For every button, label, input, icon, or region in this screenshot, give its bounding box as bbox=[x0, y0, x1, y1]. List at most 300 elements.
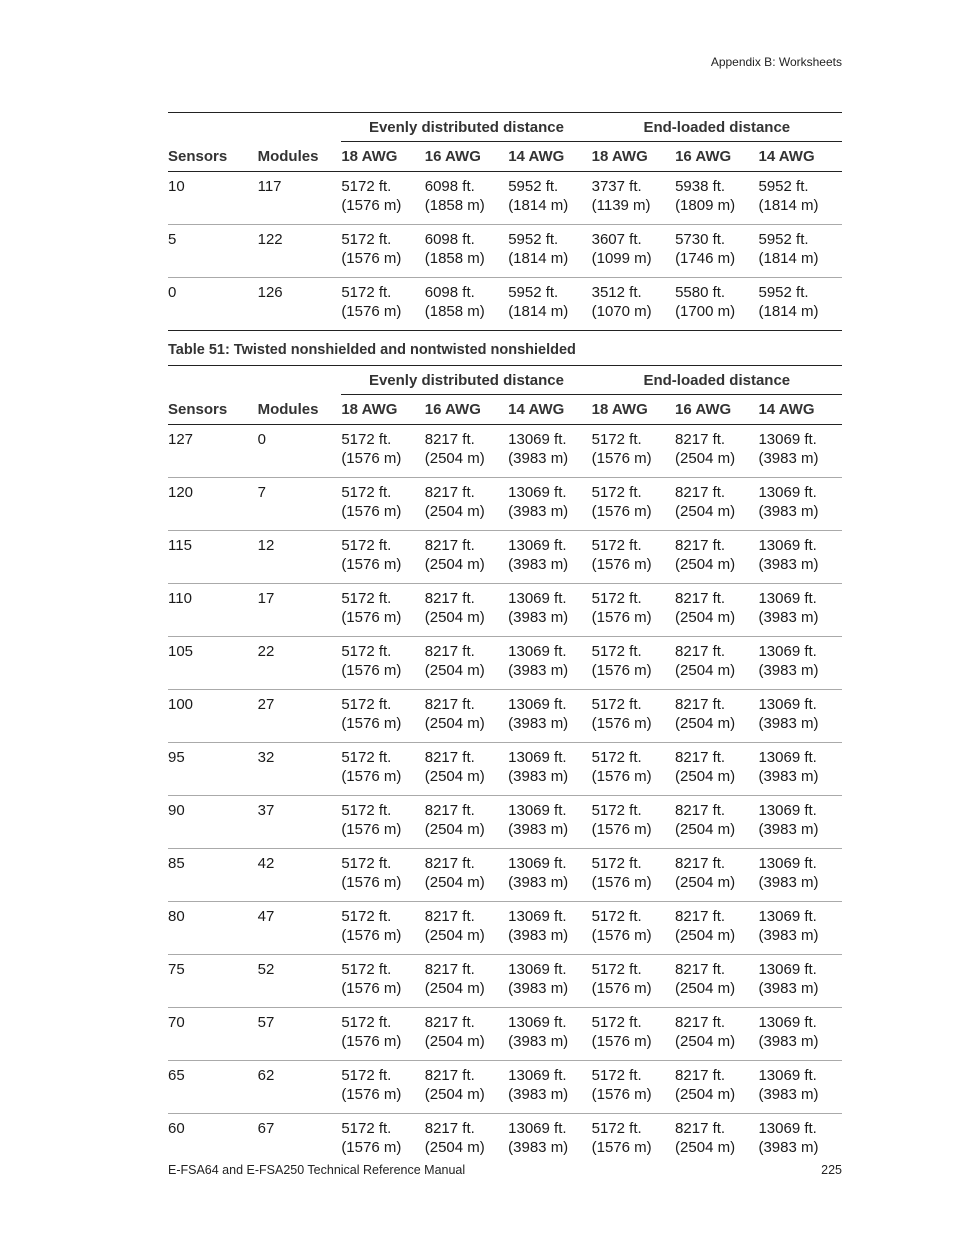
distance-m: (1814 m) bbox=[758, 303, 819, 320]
cell-modules: 52 bbox=[258, 955, 342, 1008]
distance-ft: 5172 ft. bbox=[341, 749, 392, 766]
distance-m: (3983 m) bbox=[508, 450, 569, 467]
cell-end-18awg bbox=[592, 637, 675, 690]
distance-m: (1576 m) bbox=[591, 556, 652, 573]
distance-ft: 13069 ft. bbox=[508, 431, 567, 448]
distance-ft: 8217 ft. bbox=[675, 537, 726, 554]
distance-ft: 5172 ft. bbox=[591, 590, 642, 607]
distance-ft: 13069 ft. bbox=[508, 484, 567, 501]
distance-m: (2504 m) bbox=[675, 927, 736, 944]
cell-end-16awg bbox=[675, 690, 758, 743]
distance-ft: 5172 ft. bbox=[591, 749, 642, 766]
cell-end-18awg bbox=[592, 743, 675, 796]
distance-ft: 13069 ft. bbox=[758, 749, 817, 766]
cell-end-18awg bbox=[592, 690, 675, 743]
distance-ft: 5172 ft. bbox=[341, 178, 392, 195]
cell-sensors: 10 bbox=[168, 172, 258, 225]
distance-ft: 5172 ft. bbox=[591, 802, 642, 819]
distance-m: (1576 m) bbox=[591, 927, 652, 944]
cell-end-18awg bbox=[592, 1008, 675, 1061]
cell-even-14awg bbox=[508, 849, 591, 902]
cell-modules: 32 bbox=[258, 743, 342, 796]
distance-ft: 13069 ft. bbox=[508, 802, 567, 819]
distance-ft: 13069 ft. bbox=[758, 1120, 817, 1137]
distance-m: (2504 m) bbox=[675, 1139, 736, 1156]
distance-ft: 5172 ft. bbox=[591, 1120, 642, 1137]
distance-ft: 5172 ft. bbox=[341, 855, 392, 872]
distance-ft: 8217 ft. bbox=[424, 643, 475, 660]
distance-m: (1814 m) bbox=[508, 303, 569, 320]
distance-ft: 8217 ft. bbox=[424, 537, 475, 554]
distance-ft: 8217 ft. bbox=[424, 749, 475, 766]
cell-modules: 62 bbox=[258, 1061, 342, 1114]
cell-end-14awg bbox=[758, 690, 842, 743]
distance-table-51 bbox=[168, 365, 842, 1166]
distance-ft: 5172 ft. bbox=[591, 696, 642, 713]
cell-even-14awg bbox=[508, 637, 591, 690]
distance-ft: 8217 ft. bbox=[675, 484, 726, 501]
distance-m: (1576 m) bbox=[591, 503, 652, 520]
distance-m: (2504 m) bbox=[424, 821, 485, 838]
cell-end-14awg bbox=[758, 584, 842, 637]
cell-even-16awg bbox=[425, 955, 508, 1008]
distance-m: (3983 m) bbox=[508, 662, 569, 679]
cell-end-18awg bbox=[592, 478, 675, 531]
distance-m: (3983 m) bbox=[508, 1086, 569, 1103]
distance-m: (3983 m) bbox=[758, 927, 819, 944]
distance-ft: 13069 ft. bbox=[508, 908, 567, 925]
col-header-end-18awg: 18 AWG bbox=[592, 142, 675, 172]
distance-ft: 8217 ft. bbox=[675, 696, 726, 713]
cell-even-16awg bbox=[425, 849, 508, 902]
distance-ft: 13069 ft. bbox=[508, 1120, 567, 1137]
cell-modules: 57 bbox=[258, 1008, 342, 1061]
cell-sensors: 100 bbox=[168, 690, 258, 743]
distance-m: (1576 m) bbox=[341, 1033, 402, 1050]
cell-modules: 12 bbox=[258, 531, 342, 584]
distance-m: (1700 m) bbox=[675, 303, 736, 320]
distance-m: (3983 m) bbox=[508, 874, 569, 891]
cell-end-16awg bbox=[675, 849, 758, 902]
distance-ft: 13069 ft. bbox=[758, 696, 817, 713]
table-row bbox=[168, 531, 842, 584]
distance-m: (2504 m) bbox=[424, 503, 485, 520]
distance-ft: 8217 ft. bbox=[424, 1067, 475, 1084]
distance-ft: 8217 ft. bbox=[424, 696, 475, 713]
distance-ft: 5172 ft. bbox=[341, 1067, 392, 1084]
distance-ft: 13069 ft. bbox=[758, 855, 817, 872]
distance-ft: 8217 ft. bbox=[424, 484, 475, 501]
col-header-end-18awg: 18 AWG bbox=[592, 395, 675, 425]
cell-even-14awg bbox=[508, 902, 591, 955]
distance-m: (2504 m) bbox=[424, 715, 485, 732]
distance-m: (2504 m) bbox=[424, 609, 485, 626]
distance-m: (3983 m) bbox=[508, 980, 569, 997]
group-header-even: Evenly distributed distance bbox=[341, 113, 591, 142]
cell-even-16awg bbox=[425, 637, 508, 690]
col-header-even-18awg: 18 AWG bbox=[341, 395, 424, 425]
cell-end-18awg bbox=[592, 902, 675, 955]
cell-sensors: 75 bbox=[168, 955, 258, 1008]
cell-even-18awg bbox=[341, 478, 424, 531]
table-row bbox=[168, 690, 842, 743]
cell-end-18awg bbox=[592, 172, 675, 225]
table-row bbox=[168, 478, 842, 531]
cell-modules: 27 bbox=[258, 690, 342, 743]
distance-ft: 5172 ft. bbox=[341, 1120, 392, 1137]
cell-even-16awg bbox=[425, 690, 508, 743]
cell-sensors: 85 bbox=[168, 849, 258, 902]
cell-even-14awg bbox=[508, 478, 591, 531]
distance-m: (3983 m) bbox=[508, 821, 569, 838]
cell-end-16awg bbox=[675, 478, 758, 531]
cell-end-14awg bbox=[758, 1008, 842, 1061]
cell-end-14awg bbox=[758, 849, 842, 902]
cell-sensors: 0 bbox=[168, 278, 258, 331]
cell-end-14awg bbox=[758, 637, 842, 690]
distance-m: (2504 m) bbox=[424, 927, 485, 944]
distance-ft: 5172 ft. bbox=[341, 908, 392, 925]
distance-ft: 13069 ft. bbox=[758, 1014, 817, 1031]
page-number: 225 bbox=[821, 1163, 842, 1177]
distance-ft: 5172 ft. bbox=[591, 484, 642, 501]
distance-m: (1576 m) bbox=[341, 609, 402, 626]
distance-m: (1576 m) bbox=[341, 1139, 402, 1156]
cell-even-16awg bbox=[425, 531, 508, 584]
distance-m: (3983 m) bbox=[758, 1139, 819, 1156]
distance-m: (3983 m) bbox=[758, 1086, 819, 1103]
distance-ft: 8217 ft. bbox=[675, 749, 726, 766]
cell-even-14awg bbox=[508, 1061, 591, 1114]
distance-m: (1576 m) bbox=[341, 556, 402, 573]
distance-m: (1814 m) bbox=[508, 197, 569, 214]
distance-m: (3983 m) bbox=[508, 1139, 569, 1156]
cell-even-18awg bbox=[341, 743, 424, 796]
table-row bbox=[168, 1061, 842, 1114]
cell-end-18awg bbox=[592, 1114, 675, 1167]
distance-ft: 13069 ft. bbox=[508, 537, 567, 554]
distance-m: (1858 m) bbox=[424, 250, 485, 267]
cell-even-18awg bbox=[341, 425, 424, 478]
distance-m: (3983 m) bbox=[758, 715, 819, 732]
cell-end-14awg bbox=[758, 1061, 842, 1114]
cell-modules: 22 bbox=[258, 637, 342, 690]
distance-m: (1576 m) bbox=[341, 197, 402, 214]
distance-m: (3983 m) bbox=[758, 503, 819, 520]
distance-ft: 5172 ft. bbox=[341, 537, 392, 554]
distance-ft: 8217 ft. bbox=[675, 855, 726, 872]
cell-even-16awg bbox=[425, 172, 508, 225]
cell-even-16awg bbox=[425, 425, 508, 478]
distance-m: (2504 m) bbox=[675, 768, 736, 785]
group-header-end: End-loaded distance bbox=[592, 366, 842, 395]
table-row bbox=[168, 796, 842, 849]
distance-ft: 8217 ft. bbox=[675, 590, 726, 607]
distance-ft: 13069 ft. bbox=[758, 431, 817, 448]
cell-end-16awg bbox=[675, 531, 758, 584]
cell-even-16awg bbox=[425, 902, 508, 955]
distance-m: (3983 m) bbox=[508, 927, 569, 944]
table-row bbox=[168, 425, 842, 478]
cell-end-18awg bbox=[592, 955, 675, 1008]
cell-end-14awg bbox=[758, 425, 842, 478]
distance-ft: 5952 ft. bbox=[508, 284, 559, 301]
distance-ft: 13069 ft. bbox=[508, 1067, 567, 1084]
distance-m: (2504 m) bbox=[675, 715, 736, 732]
distance-ft: 13069 ft. bbox=[758, 961, 817, 978]
col-header-end-16awg: 16 AWG bbox=[675, 395, 758, 425]
cell-end-16awg bbox=[675, 278, 758, 331]
cell-even-16awg bbox=[425, 584, 508, 637]
distance-m: (2504 m) bbox=[675, 874, 736, 891]
cell-even-18awg bbox=[341, 902, 424, 955]
distance-ft: 8217 ft. bbox=[424, 855, 475, 872]
cell-modules: 0 bbox=[258, 425, 342, 478]
distance-ft: 13069 ft. bbox=[758, 643, 817, 660]
distance-ft: 8217 ft. bbox=[675, 1120, 726, 1137]
distance-m: (1576 m) bbox=[591, 874, 652, 891]
col-header-end-16awg: 16 AWG bbox=[675, 142, 758, 172]
table-caption: Table 51: Twisted nonshielded and nontwisted nonshielded bbox=[168, 342, 576, 358]
col-header-even-14awg: 14 AWG bbox=[508, 142, 591, 172]
distance-ft: 8217 ft. bbox=[424, 590, 475, 607]
distance-m: (3983 m) bbox=[758, 821, 819, 838]
distance-m: (2504 m) bbox=[424, 662, 485, 679]
distance-m: (3983 m) bbox=[508, 609, 569, 626]
cell-even-14awg bbox=[508, 531, 591, 584]
distance-m: (1099 m) bbox=[591, 250, 652, 267]
distance-m: (1576 m) bbox=[591, 768, 652, 785]
cell-even-16awg bbox=[425, 225, 508, 278]
cell-end-14awg bbox=[758, 955, 842, 1008]
cell-modules: 7 bbox=[258, 478, 342, 531]
distance-ft: 5172 ft. bbox=[591, 961, 642, 978]
distance-ft: 13069 ft. bbox=[758, 590, 817, 607]
distance-ft: 5952 ft. bbox=[508, 231, 559, 248]
cell-modules: 17 bbox=[258, 584, 342, 637]
cell-end-14awg bbox=[758, 743, 842, 796]
cell-even-18awg bbox=[341, 690, 424, 743]
table-row bbox=[168, 955, 842, 1008]
distance-m: (1858 m) bbox=[424, 197, 485, 214]
cell-end-16awg bbox=[675, 425, 758, 478]
distance-m: (1576 m) bbox=[591, 715, 652, 732]
distance-m: (3983 m) bbox=[508, 556, 569, 573]
distance-ft: 6098 ft. bbox=[424, 284, 475, 301]
distance-m: (2504 m) bbox=[424, 1139, 485, 1156]
table-row bbox=[168, 902, 842, 955]
cell-even-16awg bbox=[425, 743, 508, 796]
distance-ft: 5172 ft. bbox=[341, 802, 392, 819]
distance-ft: 5172 ft. bbox=[341, 643, 392, 660]
cell-modules: 122 bbox=[258, 225, 342, 278]
distance-ft: 5938 ft. bbox=[675, 178, 726, 195]
cell-even-18awg bbox=[341, 278, 424, 331]
cell-sensors: 5 bbox=[168, 225, 258, 278]
distance-ft: 5952 ft. bbox=[758, 231, 809, 248]
cell-end-16awg bbox=[675, 1008, 758, 1061]
distance-ft: 8217 ft. bbox=[424, 908, 475, 925]
distance-m: (1576 m) bbox=[591, 821, 652, 838]
cell-even-18awg bbox=[341, 955, 424, 1008]
table-row bbox=[168, 225, 842, 278]
distance-m: (1576 m) bbox=[591, 980, 652, 997]
distance-m: (3983 m) bbox=[758, 874, 819, 891]
cell-even-18awg bbox=[341, 637, 424, 690]
col-header-even-14awg: 14 AWG bbox=[508, 395, 591, 425]
distance-m: (2504 m) bbox=[675, 556, 736, 573]
distance-m: (1576 m) bbox=[341, 874, 402, 891]
cell-even-14awg bbox=[508, 225, 591, 278]
distance-ft: 8217 ft. bbox=[675, 643, 726, 660]
distance-ft: 5952 ft. bbox=[508, 178, 559, 195]
distance-m: (1576 m) bbox=[341, 303, 402, 320]
cell-end-16awg bbox=[675, 955, 758, 1008]
distance-ft: 8217 ft. bbox=[675, 961, 726, 978]
table-row bbox=[168, 1008, 842, 1061]
distance-m: (1576 m) bbox=[341, 450, 402, 467]
distance-m: (2504 m) bbox=[675, 1086, 736, 1103]
distance-m: (3983 m) bbox=[758, 768, 819, 785]
distance-m: (1576 m) bbox=[591, 1033, 652, 1050]
distance-m: (2504 m) bbox=[675, 609, 736, 626]
cell-end-14awg bbox=[759, 172, 843, 225]
cell-even-14awg bbox=[508, 743, 591, 796]
cell-even-18awg bbox=[341, 584, 424, 637]
cell-even-18awg bbox=[341, 225, 424, 278]
distance-m: (1576 m) bbox=[341, 980, 402, 997]
distance-m: (3983 m) bbox=[758, 450, 819, 467]
distance-ft: 5172 ft. bbox=[341, 431, 392, 448]
distance-m: (1070 m) bbox=[591, 303, 652, 320]
distance-ft: 3737 ft. bbox=[591, 178, 642, 195]
cell-sensors: 65 bbox=[168, 1061, 258, 1114]
distance-m: (2504 m) bbox=[675, 821, 736, 838]
cell-end-14awg bbox=[759, 278, 843, 331]
distance-m: (3983 m) bbox=[758, 609, 819, 626]
cell-end-16awg bbox=[675, 172, 758, 225]
distance-m: (1576 m) bbox=[341, 503, 402, 520]
cell-even-14awg bbox=[508, 690, 591, 743]
cell-sensors: 110 bbox=[168, 584, 258, 637]
cell-even-18awg bbox=[341, 1114, 424, 1167]
cell-end-14awg bbox=[758, 796, 842, 849]
group-header-end: End-loaded distance bbox=[592, 113, 842, 142]
cell-end-18awg bbox=[592, 425, 675, 478]
distance-ft: 5172 ft. bbox=[341, 284, 392, 301]
table-row bbox=[168, 637, 842, 690]
distance-m: (3983 m) bbox=[758, 980, 819, 997]
cell-even-18awg bbox=[341, 796, 424, 849]
distance-m: (1576 m) bbox=[341, 1086, 402, 1103]
distance-m: (1576 m) bbox=[341, 715, 402, 732]
distance-ft: 8217 ft. bbox=[424, 1120, 475, 1137]
distance-m: (3983 m) bbox=[758, 662, 819, 679]
distance-m: (1576 m) bbox=[591, 609, 652, 626]
cell-sensors: 60 bbox=[168, 1120, 185, 1137]
table-row bbox=[168, 172, 842, 225]
distance-ft: 13069 ft. bbox=[508, 696, 567, 713]
cell-end-18awg bbox=[592, 849, 675, 902]
cell-even-14awg bbox=[508, 425, 591, 478]
distance-m: (3983 m) bbox=[758, 1033, 819, 1050]
cell-modules: 67 bbox=[257, 1120, 275, 1137]
distance-ft: 3512 ft. bbox=[591, 284, 642, 301]
cell-end-18awg bbox=[592, 531, 675, 584]
footer-manual-title: E-FSA64 and E-FSA250 Technical Reference Manual bbox=[168, 1163, 466, 1177]
cell-end-18awg bbox=[592, 1061, 675, 1114]
distance-ft: 5172 ft. bbox=[341, 696, 392, 713]
distance-ft: 13069 ft. bbox=[758, 908, 817, 925]
distance-m: (3983 m) bbox=[758, 556, 819, 573]
cell-end-16awg bbox=[675, 225, 758, 278]
col-header-sensors: Sensors bbox=[168, 142, 258, 172]
cell-modules: 47 bbox=[258, 902, 342, 955]
cell-end-16awg bbox=[675, 743, 758, 796]
distance-ft: 13069 ft. bbox=[758, 537, 817, 554]
distance-ft: 13069 ft. bbox=[758, 1067, 817, 1084]
cell-even-14awg bbox=[508, 584, 591, 637]
cell-end-16awg bbox=[675, 796, 758, 849]
cell-even-16awg bbox=[425, 478, 508, 531]
cell-sensors: 95 bbox=[168, 743, 258, 796]
distance-ft: 3607 ft. bbox=[591, 231, 642, 248]
distance-m: (2504 m) bbox=[675, 450, 736, 467]
distance-ft: 13069 ft. bbox=[508, 643, 567, 660]
cell-end-18awg bbox=[592, 584, 675, 637]
distance-m: (1139 m) bbox=[591, 197, 651, 214]
cell-end-16awg bbox=[675, 637, 758, 690]
distance-ft: 5172 ft. bbox=[341, 231, 392, 248]
col-header-end-14awg: 14 AWG bbox=[758, 395, 842, 425]
cell-even-14awg bbox=[508, 172, 591, 225]
distance-ft: 5172 ft. bbox=[341, 484, 392, 501]
distance-m: (2504 m) bbox=[675, 662, 736, 679]
cell-even-16awg bbox=[425, 1008, 508, 1061]
distance-m: (2504 m) bbox=[675, 503, 736, 520]
distance-ft: 5172 ft. bbox=[341, 590, 392, 607]
distance-ft: 5172 ft. bbox=[591, 855, 642, 872]
running-header: Appendix B: Worksheets bbox=[710, 55, 842, 69]
col-header-even-18awg: 18 AWG bbox=[341, 142, 424, 172]
distance-m: (2504 m) bbox=[424, 874, 485, 891]
cell-sensors: 115 bbox=[168, 531, 258, 584]
cell-even-16awg bbox=[425, 1061, 508, 1114]
distance-ft: 5172 ft. bbox=[591, 537, 642, 554]
distance-m: (1576 m) bbox=[341, 662, 402, 679]
cell-end-16awg bbox=[675, 1061, 758, 1114]
distance-m: (1576 m) bbox=[591, 1139, 652, 1156]
cell-end-14awg bbox=[758, 478, 842, 531]
distance-ft: 8217 ft. bbox=[675, 431, 726, 448]
cell-even-14awg bbox=[508, 1008, 591, 1061]
distance-ft: 8217 ft. bbox=[675, 1014, 726, 1031]
distance-m: (2504 m) bbox=[424, 768, 485, 785]
distance-m: (2504 m) bbox=[424, 980, 485, 997]
distance-m: (1576 m) bbox=[591, 450, 652, 467]
cell-even-18awg bbox=[341, 172, 424, 225]
distance-ft: 8217 ft. bbox=[424, 1014, 475, 1031]
table-row bbox=[168, 1114, 842, 1167]
distance-m: (2504 m) bbox=[424, 450, 485, 467]
distance-m: (1814 m) bbox=[758, 197, 819, 214]
cell-sensors: 80 bbox=[168, 902, 258, 955]
cell-even-14awg bbox=[508, 278, 591, 331]
distance-ft: 5172 ft. bbox=[591, 1067, 642, 1084]
distance-ft: 8217 ft. bbox=[424, 961, 475, 978]
cell-end-16awg bbox=[675, 902, 758, 955]
distance-ft: 5952 ft. bbox=[758, 178, 809, 195]
